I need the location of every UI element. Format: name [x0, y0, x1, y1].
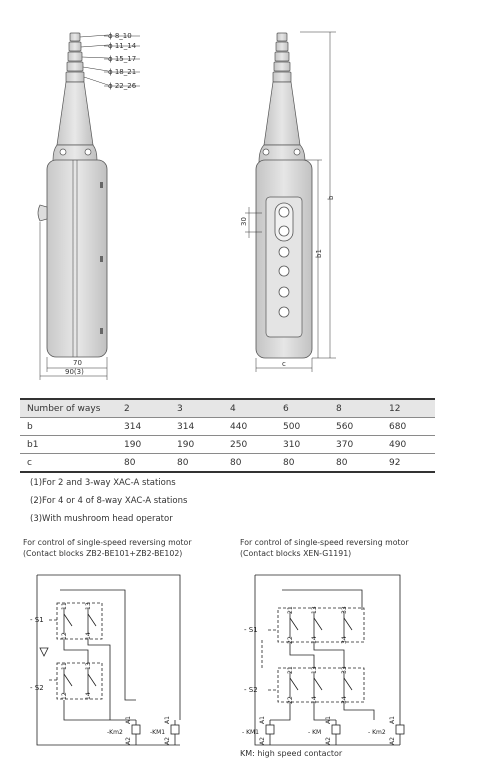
terminal-label: 22 [287, 636, 294, 644]
table-header-cell: 6 [276, 399, 329, 418]
terminal-label: 13 [311, 606, 318, 614]
circuit-right-title [240, 537, 409, 559]
cable-gland-side [259, 33, 305, 162]
stop-triangle-icon [40, 648, 48, 656]
terminal-label: 33 [341, 606, 348, 614]
cable-dim-1: ϕ 8_10 [108, 32, 132, 40]
terminal-label: 14 [85, 632, 92, 640]
terminal-label: 13 [85, 662, 92, 670]
dimensions-table [20, 398, 435, 473]
table-row [20, 454, 435, 473]
side-view-drawing [240, 0, 480, 392]
km2-label: - Km2 [368, 729, 386, 736]
table-cell: 80 [329, 454, 382, 473]
table-cell: 190 [170, 436, 223, 454]
circuit-left-diagram [0, 560, 240, 750]
terminal-label: 33 [341, 666, 348, 674]
km2-label: -Km2 [107, 729, 123, 736]
terminal-label: 34 [341, 636, 348, 644]
table-cell: 560 [329, 418, 382, 436]
front-view-drawing [0, 0, 240, 392]
terminal-label: 34 [341, 696, 348, 704]
table-header-cell: 3 [170, 399, 223, 418]
coil-terminal-label: A2 [389, 737, 396, 745]
s1-label: - S1 [244, 626, 258, 634]
spacing-label: 30 [240, 217, 248, 226]
s2-label: - S2 [244, 686, 258, 694]
terminal-label: 11 [61, 602, 68, 610]
terminal-label: 21 [287, 606, 294, 614]
note-1: (1)For 2 and 3-way XAC-A stations [30, 478, 176, 488]
table-header-cell: 8 [329, 399, 382, 418]
coil-terminal-label: A1 [164, 716, 171, 724]
cable-dim-5: ϕ 22_26 [108, 82, 137, 90]
terminal-label: 12 [61, 632, 68, 640]
b1-label: b1 [315, 249, 323, 258]
coil-terminal-label: A2 [259, 737, 266, 745]
table-cell: 310 [276, 436, 329, 454]
c-label: c [282, 360, 286, 368]
km-label: - KM [308, 729, 322, 736]
table-cell: 440 [223, 418, 276, 436]
cable-gland [57, 33, 93, 145]
circuit-left-title-line2: (Contact blocks ZB2-BE101+ZB2-BE102) [23, 549, 183, 558]
note-2: (2)For 4 or 4 of 8-way XAC-A stations [30, 496, 188, 506]
km1-label: - KM1 [242, 729, 260, 736]
table-row [20, 436, 435, 454]
table-cell: c [20, 454, 117, 473]
circuit-right-diagram [240, 560, 480, 750]
front-total-width-label: 90(3) [65, 368, 84, 376]
front-width-label: 70 [73, 359, 82, 367]
terminal-label: 21 [287, 666, 294, 674]
table-cell: b [20, 418, 117, 436]
coil-terminal-label: A2 [164, 737, 171, 745]
table-cell: 80 [276, 454, 329, 473]
terminal-label: 13 [85, 602, 92, 610]
coil-terminal-label: A2 [125, 737, 132, 745]
contactor-legend: KM: high speed contactor [240, 749, 343, 758]
table-cell: 314 [117, 418, 170, 436]
coil-terminal-label: A1 [389, 716, 396, 724]
table-header-cell: 12 [382, 399, 435, 418]
table-cell: 80 [223, 454, 276, 473]
terminal-label: 14 [311, 696, 318, 704]
coil-terminal-label: A1 [325, 716, 332, 724]
table-cell: 250 [223, 436, 276, 454]
table-header-row [20, 399, 435, 418]
cable-dim-4: ϕ 18_21 [108, 68, 137, 76]
circuit-right-title-line2: (Contact blocks XEN-G1191) [240, 549, 352, 558]
terminal-label: 11 [61, 662, 68, 670]
circuit-left-title [23, 537, 192, 559]
note-3: (3)With mushroom head operator [30, 514, 173, 524]
coil-terminal-label: A1 [259, 716, 266, 724]
table-cell: 370 [329, 436, 382, 454]
coil-terminal-label: A2 [325, 737, 332, 745]
pendant-body-front [38, 145, 107, 357]
terminal-label: 14 [85, 692, 92, 700]
table-cell: 680 [382, 418, 435, 436]
table-cell: 80 [170, 454, 223, 473]
s2-label: - S2 [30, 684, 44, 692]
s1-label: - S1 [30, 616, 44, 624]
table-header-cell: Number of ways [20, 399, 117, 418]
table-cell: 92 [382, 454, 435, 473]
table-row [20, 418, 435, 436]
cable-dim-3: ϕ 15_17 [108, 55, 137, 63]
coil-terminal-label: A1 [125, 716, 132, 724]
table-cell: b1 [20, 436, 117, 454]
circuit-right-title-line1: For control of single-speed reversing motor [240, 538, 409, 547]
terminal-label: 13 [311, 666, 318, 674]
table-cell: 314 [170, 418, 223, 436]
terminal-label: 12 [61, 692, 68, 700]
table-header-cell: 4 [223, 399, 276, 418]
table-header-cell: 2 [117, 399, 170, 418]
table-cell: 190 [117, 436, 170, 454]
b-label: b [327, 195, 335, 200]
terminal-label: 14 [311, 636, 318, 644]
cable-dim-2: ϕ 11_14 [108, 42, 137, 50]
table-cell: 80 [117, 454, 170, 473]
circuit-left-title-line1: For control of single-speed reversing motor [23, 538, 192, 547]
terminal-label: 22 [287, 696, 294, 704]
table-cell: 490 [382, 436, 435, 454]
table-cell: 500 [276, 418, 329, 436]
km1-label: -KM1 [150, 729, 166, 736]
